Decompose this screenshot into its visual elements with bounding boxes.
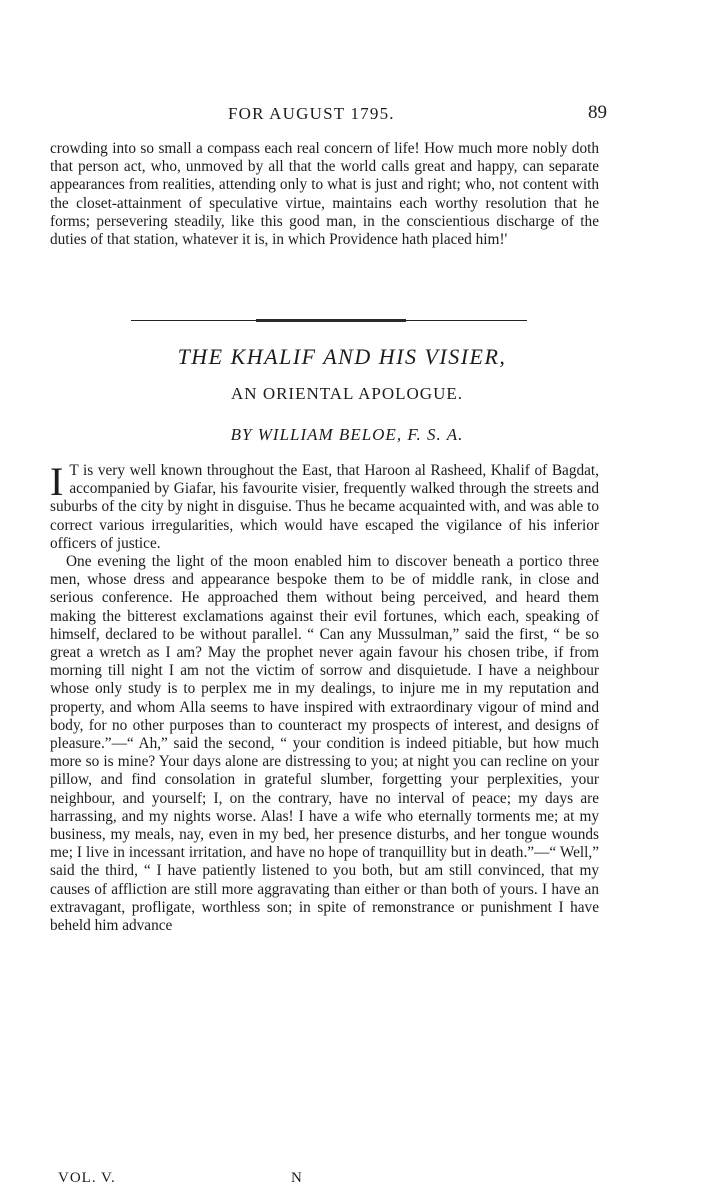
article-title: THE KHALIF AND HIS VISIER, xyxy=(177,344,507,369)
article-byline: BY WILLIAM BELOE, F. S. A. xyxy=(230,425,464,444)
paragraph-opening xyxy=(50,459,599,553)
drop-cap: I xyxy=(50,459,64,504)
page-number: 89 xyxy=(588,102,607,123)
article-subtitle: AN ORIENTAL APOLOGUE. xyxy=(231,384,463,403)
running-head: FOR AUGUST 1795. xyxy=(228,104,395,123)
signature-mark: N xyxy=(291,1170,302,1186)
page-header xyxy=(0,104,714,130)
section-divider-ornament xyxy=(256,319,406,322)
paragraph-opening-text: T is very well known throughout the East, that Haroon al Rasheed, Khalif of Bagdat, accompanied by Giafar, his favourite visier, frequently walked through the streets and suburbs of the city by night in disguise. Thus he became acquainted with, and was able to correct various irregularities, which would have escaped the vigilance of his inferior officers of justice. xyxy=(50,462,599,552)
continuation-paragraph: crowding into so small a compass each real concern of life! How much more nobly doth that person act, who, unmoved by all that the world calls great and happy, can separate appearances from realities, attending only to what is just and right; who, not content with the closet-attainment of speculative virtue, maintains each worthy resolution that he forms; persevering steadily, like this good man, in the conscientious discharge of the duties of that station, whatever it is, in which Providence hath placed him!' xyxy=(50,140,599,249)
paragraph-second: One evening the light of the moon enabled him to discover beneath a portico three men, whose dress and appearance bespoke them to be of middle rank, in close and serious conference. He approached them without being perceived, and heard them making the bitterest exclamations against their evil fortunes, which each, speaking of himself, declared to be without parallel. “ Can any Mussulman,” said the first, “ be so great a wretch as I am? May the prophet never again favour his chosen tribe, if from morning till night I am not the victim of sorrow and disquietude. I have a neighbour whose only study is to perplex me in my dealings, to injure me in my reputation and property, and whom Alla seems to have inspired with extraordinary vigour of mind and body, for no other purposes than to counteract my prospects of interest, and designs of pleasure.”—“ Ah,” said the second, “ your condition is indeed pitiable, but how much more so is mine? Your days alone are distressing to you; at night you can recline on your pillow, and find consolation in grateful slumber, forgetting your perplexities, your neighbour, and yourself; I, on the contrary, have no interval of peace; my days are harrassing, and my nights worse. Alas! I have a wife who eternally torments me; at my business, my meals, nay, even in my bed, her presence disturbs, and her tongue wounds me; I live in incessant irritation, and have no hope of tranquillity but in death.”—“ Well,” said the third, “ I have patiently listened to you both, but am still convinced, that my causes of affliction are still more aggravating than either or than both of yours. I have an extravagant, profligate, worthless son; in spite of remonstrance or punishment I have beheld him advance xyxy=(50,553,599,935)
article-body xyxy=(50,459,599,935)
volume-label: VOL. V. xyxy=(58,1170,116,1186)
